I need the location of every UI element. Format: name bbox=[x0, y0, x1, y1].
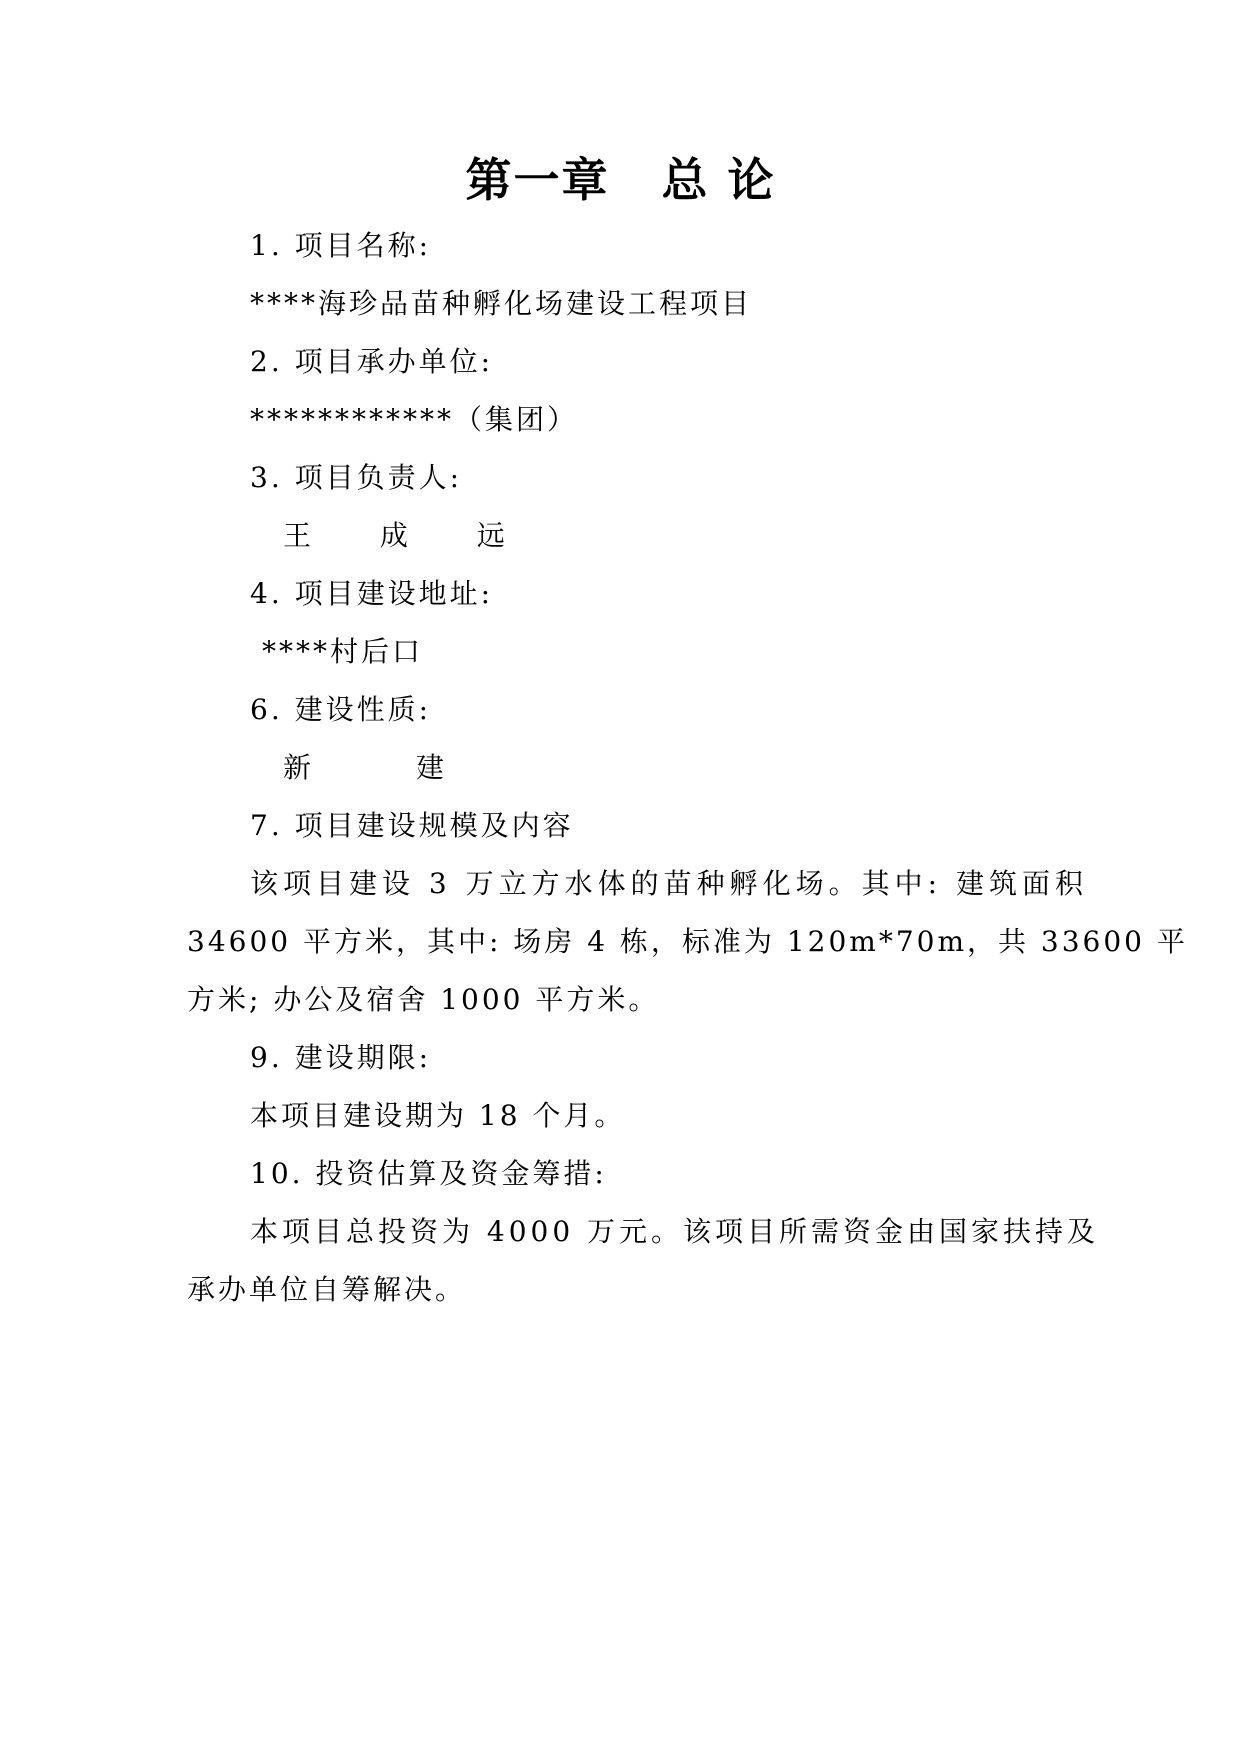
chapter-title bbox=[0, 150, 1241, 210]
item2-value: ************（集团） bbox=[250, 403, 579, 436]
item10-line1: 本项目总投资为 4000 万元。该项目所需资金由国家扶持及 bbox=[250, 1215, 1100, 1248]
item7-line2: 34600 平方米，其中: 场房 4 栋，标准为 120m*70m，共 33600 平 bbox=[187, 925, 1188, 958]
chapter-name-char-1: 总 bbox=[661, 153, 710, 207]
item6-label: 6. 建设性质: bbox=[250, 693, 432, 726]
chapter-number: 第一章 bbox=[465, 153, 610, 207]
item10-line2: 承办单位自筹解决。 bbox=[187, 1273, 467, 1306]
item6-value: 新 建 bbox=[283, 751, 492, 784]
item2-label: 2. 项目承办单位: bbox=[250, 345, 494, 378]
item4-value: ****村后口 bbox=[262, 635, 424, 668]
item1-label: 1. 项目名称: bbox=[250, 229, 432, 262]
item9-value: 本项目建设期为 18 个月。 bbox=[250, 1099, 626, 1132]
item7-label: 7. 项目建设规模及内容 bbox=[250, 809, 574, 842]
item1-value: ****海珍品苗种孵化场建设工程项目 bbox=[250, 287, 753, 320]
chapter-name-char-2: 论 bbox=[727, 153, 776, 207]
item4-label: 4. 项目建设地址: bbox=[250, 577, 494, 610]
item10-label: 10. 投资估算及资金筹措: bbox=[250, 1157, 607, 1190]
item3-value: 王 成 远 bbox=[283, 519, 535, 552]
item9-label: 9. 建设期限: bbox=[250, 1041, 432, 1074]
item7-line3: 方米; 办公及宿舍 1000 平方米。 bbox=[187, 983, 660, 1016]
item3-label: 3. 项目负责人: bbox=[250, 461, 463, 494]
item7-line1: 该项目建设 3 万立方水体的苗种孵化场。其中: 建筑面积 bbox=[250, 867, 1088, 900]
